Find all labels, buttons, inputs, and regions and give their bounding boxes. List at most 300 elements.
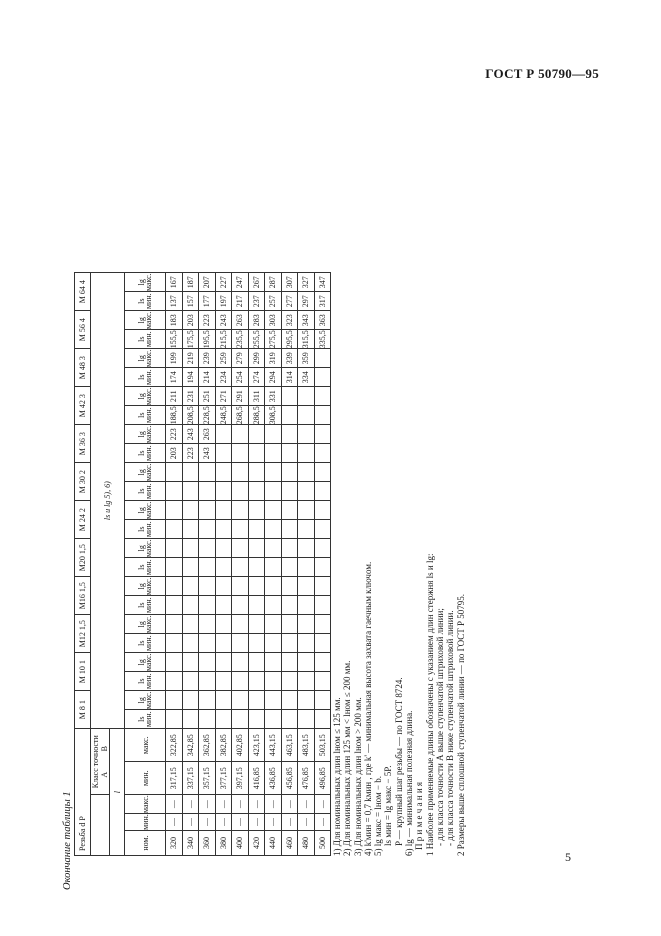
cell-value <box>265 653 282 672</box>
cell-value <box>248 501 265 520</box>
cell-value: 317 <box>314 292 331 311</box>
cell-value <box>182 634 199 653</box>
note-line: 5) lg макс = lном − b. <box>373 775 384 856</box>
cell-value: 299 <box>248 349 265 368</box>
cell-value: 215,5 <box>215 330 232 349</box>
cell-value <box>199 691 216 710</box>
cell-l-max: — <box>215 795 232 814</box>
cell-value: 334 <box>298 368 315 387</box>
size-9: M 48 3 <box>75 349 91 387</box>
cell-l-max: — <box>281 795 298 814</box>
cell-l-min: — <box>281 814 298 831</box>
sub-max: lg макс. <box>125 463 166 482</box>
cell-value <box>232 463 249 482</box>
cell-value: 227 <box>215 273 232 292</box>
table-row <box>298 273 315 856</box>
cell-value <box>232 691 249 710</box>
cell-value <box>281 425 298 444</box>
cell-value: 223 <box>199 311 216 330</box>
sub-max: lg макс. <box>125 311 166 330</box>
cell-value <box>215 520 232 539</box>
cell-value <box>298 501 315 520</box>
cell-value <box>265 425 282 444</box>
cell-value <box>232 596 249 615</box>
cell-mx: 382,85 <box>215 729 232 762</box>
cell-value <box>248 520 265 539</box>
cell-value <box>281 615 298 634</box>
rotated-table-block <box>62 90 622 890</box>
cell-mx: 322,85 <box>166 729 183 762</box>
cell-value <box>281 672 298 691</box>
cell-value <box>265 558 282 577</box>
sub-min: ls мин. <box>125 558 166 577</box>
cell-value: 228,5 <box>199 406 216 425</box>
cell-value: 274 <box>248 368 265 387</box>
cell-value <box>298 691 315 710</box>
cell-l-min: — <box>199 814 216 831</box>
cell-value <box>199 596 216 615</box>
cell-l-min: — <box>248 814 265 831</box>
cell-value <box>182 615 199 634</box>
cell-nom: 380 <box>215 831 232 856</box>
page-number: 5 <box>565 850 571 864</box>
cell-value <box>265 501 282 520</box>
note-line: 1) Для номинальных длин lном ≤ 125 мм. <box>332 697 342 856</box>
cell-value <box>314 577 331 596</box>
l-label: l <box>110 729 125 856</box>
cell-value <box>265 577 282 596</box>
sub-max: lg макс. <box>125 425 166 444</box>
col-class-min: мин. <box>125 762 166 795</box>
cell-value <box>215 577 232 596</box>
cell-value: 347 <box>314 273 331 292</box>
cell-value <box>232 444 249 463</box>
col-max: макс. <box>125 795 166 814</box>
cell-l-max: — <box>166 795 183 814</box>
cell-value: 203 <box>182 311 199 330</box>
cell-value: 243 <box>215 311 232 330</box>
cell-value <box>314 501 331 520</box>
table-row <box>248 273 265 856</box>
note-line: - для класса точности В ниже ступенчатой штриховой линии. <box>445 610 456 846</box>
cell-value <box>265 539 282 558</box>
cell-mn: 436,85 <box>265 762 282 795</box>
cell-value: 167 <box>166 273 183 292</box>
cell-value <box>232 539 249 558</box>
cell-value <box>281 501 298 520</box>
cell-value <box>248 539 265 558</box>
size-6: M 30 2 <box>75 463 91 501</box>
cell-value: 331 <box>265 387 282 406</box>
cell-value: 175,5 <box>182 330 199 349</box>
sub-min: ls мин. <box>125 330 166 349</box>
cell-value <box>298 520 315 539</box>
cell-mx: 483,15 <box>298 729 315 762</box>
cell-value: 214 <box>199 368 216 387</box>
cell-value <box>298 634 315 653</box>
cell-value: 188,5 <box>166 406 183 425</box>
cell-value <box>182 710 199 729</box>
cell-value <box>314 691 331 710</box>
cell-value <box>298 558 315 577</box>
cell-value <box>298 406 315 425</box>
cell-value <box>215 615 232 634</box>
cell-value <box>182 482 199 501</box>
cell-value: 234 <box>215 368 232 387</box>
sub-max: lg макс. <box>125 615 166 634</box>
cell-value <box>215 539 232 558</box>
cell-value: 363 <box>314 311 331 330</box>
cell-value: 307 <box>281 273 298 292</box>
cell-value: 343 <box>298 311 315 330</box>
cell-value: 239 <box>199 349 216 368</box>
cell-value <box>314 425 331 444</box>
cell-l-max: — <box>298 795 315 814</box>
cell-value: 183 <box>166 311 183 330</box>
cell-value <box>281 539 298 558</box>
cell-value: 194 <box>182 368 199 387</box>
cell-value: 195,5 <box>199 330 216 349</box>
cell-value: 219 <box>182 349 199 368</box>
cell-l-min: — <box>215 814 232 831</box>
cell-value <box>281 634 298 653</box>
cell-mn: 476,85 <box>298 762 315 795</box>
sub-max: lg макс. <box>125 577 166 596</box>
cell-value: 283 <box>248 311 265 330</box>
cell-value: 254 <box>232 368 249 387</box>
cell-value: 243 <box>199 444 216 463</box>
cell-l-min: — <box>265 814 282 831</box>
cell-value <box>166 463 183 482</box>
cell-value <box>232 558 249 577</box>
cell-value <box>248 577 265 596</box>
cell-value <box>281 596 298 615</box>
cell-value <box>182 577 199 596</box>
cell-value <box>199 672 216 691</box>
cell-value <box>166 520 183 539</box>
table-caption: Окончание таблицы 1 <box>62 791 73 890</box>
cell-value <box>248 425 265 444</box>
cell-value: 315,5 <box>298 330 315 349</box>
cell-value <box>182 539 199 558</box>
cell-mn: 496,85 <box>314 762 331 795</box>
cell-value <box>199 653 216 672</box>
cell-value: 155,5 <box>166 330 183 349</box>
cell-value <box>314 672 331 691</box>
note-line: 2) Для номинальных длин 125 мм < lном ≤ 200 мм. <box>342 660 353 856</box>
table-row <box>166 273 183 856</box>
cell-value <box>199 558 216 577</box>
footnotes <box>332 156 466 856</box>
cell-mx: 463,15 <box>281 729 298 762</box>
cell-nom: 320 <box>166 831 183 856</box>
cell-mx: 402,85 <box>232 729 249 762</box>
cell-value: 243 <box>182 425 199 444</box>
cell-value <box>248 634 265 653</box>
cell-value <box>298 425 315 444</box>
cell-value <box>199 482 216 501</box>
size-0: M 8 1 <box>75 691 91 729</box>
cell-value <box>281 387 298 406</box>
cell-value: 203 <box>166 444 183 463</box>
cell-value <box>314 539 331 558</box>
cell-value <box>182 558 199 577</box>
cell-value <box>281 520 298 539</box>
cell-value <box>199 520 216 539</box>
cell-value <box>248 691 265 710</box>
cell-value: 275,5 <box>265 330 282 349</box>
cell-mx: 423,15 <box>248 729 265 762</box>
cell-value <box>248 463 265 482</box>
cell-mn: 397,15 <box>232 762 249 795</box>
cell-value: 297 <box>298 292 315 311</box>
note-line: 4) k'мин = 0,7 kмин , где k' — минимальная высота захвата гаечным ключом. <box>362 561 373 856</box>
cell-value <box>232 501 249 520</box>
size-2: M12 1,5 <box>75 615 91 653</box>
cell-value <box>248 558 265 577</box>
cell-value <box>281 710 298 729</box>
cell-value: 311 <box>248 387 265 406</box>
cell-value: 157 <box>182 292 199 311</box>
cell-value <box>265 691 282 710</box>
cell-value <box>182 501 199 520</box>
cell-nom: 480 <box>298 831 315 856</box>
cell-value <box>281 463 298 482</box>
cell-value: 327 <box>298 273 315 292</box>
cell-l-max: — <box>232 795 249 814</box>
cell-value: 308,5 <box>265 406 282 425</box>
cell-value <box>298 482 315 501</box>
cell-value <box>265 615 282 634</box>
cell-l-max: — <box>265 795 282 814</box>
cell-l-min: — <box>166 814 183 831</box>
cell-value: 323 <box>281 311 298 330</box>
col-nom: ном. <box>125 831 166 856</box>
cell-value <box>232 520 249 539</box>
cell-value <box>298 444 315 463</box>
cell-value: 251 <box>199 387 216 406</box>
cell-value <box>281 444 298 463</box>
cell-value: 314 <box>281 368 298 387</box>
cell-l-max: — <box>248 795 265 814</box>
cell-value <box>265 463 282 482</box>
sub-min: ls мин. <box>125 406 166 425</box>
cell-value <box>314 406 331 425</box>
cell-value: 235,5 <box>232 330 249 349</box>
cell-value: 255,5 <box>248 330 265 349</box>
cell-mx: 362,85 <box>199 729 216 762</box>
sub-min: ls мин. <box>125 596 166 615</box>
cell-value <box>314 653 331 672</box>
cell-value: 294 <box>265 368 282 387</box>
cell-mn: 357,15 <box>199 762 216 795</box>
cell-value: 263 <box>232 311 249 330</box>
cell-l-min: — <box>232 814 249 831</box>
cell-value: 174 <box>166 368 183 387</box>
cell-value <box>232 615 249 634</box>
cell-value: 303 <box>265 311 282 330</box>
sub-min: ls мин. <box>125 444 166 463</box>
cell-value <box>314 463 331 482</box>
cell-value <box>314 634 331 653</box>
cell-value <box>215 425 232 444</box>
cell-value <box>166 615 183 634</box>
cell-value: 319 <box>265 349 282 368</box>
cell-value <box>265 596 282 615</box>
size-1: M 10 1 <box>75 653 91 691</box>
sub-max: lg макс. <box>125 349 166 368</box>
cell-l-min: — <box>182 814 199 831</box>
cell-mx: 443,15 <box>265 729 282 762</box>
cell-value: 208,5 <box>182 406 199 425</box>
cell-value: 288,5 <box>248 406 265 425</box>
col-min: мин. <box>125 814 166 831</box>
cell-value: 248,5 <box>215 406 232 425</box>
cell-value: 339 <box>281 349 298 368</box>
ls-lg-label: ls и lg 5), 6) <box>91 273 125 729</box>
cell-value <box>248 710 265 729</box>
sub-max: lg макс. <box>125 387 166 406</box>
notes-heading: П р и м е ч а н и я <box>414 781 425 850</box>
table-body <box>166 273 331 856</box>
table-row <box>232 273 249 856</box>
cell-nom: 340 <box>182 831 199 856</box>
cell-value <box>314 349 331 368</box>
cell-value <box>215 558 232 577</box>
note-line: ls мин = lg макс − 5P. <box>383 765 394 846</box>
cell-nom: 500 <box>314 831 331 856</box>
cell-value: 268,5 <box>232 406 249 425</box>
cell-value: 217 <box>232 292 249 311</box>
cell-value: 359 <box>298 349 315 368</box>
cell-value <box>166 596 183 615</box>
cell-value <box>298 615 315 634</box>
size-5: M 24 2 <box>75 501 91 539</box>
cell-mn: 416,85 <box>248 762 265 795</box>
sub-min: ls мин. <box>125 710 166 729</box>
cell-value <box>298 463 315 482</box>
cell-value: 259 <box>215 349 232 368</box>
note-line: 1 Наиболее применяемые длины обозначены с указанием длин стержня ls и lg: <box>424 553 435 856</box>
cell-value <box>166 672 183 691</box>
cell-value: 177 <box>199 292 216 311</box>
cell-value <box>248 596 265 615</box>
cell-value <box>265 444 282 463</box>
cell-value <box>182 653 199 672</box>
cell-value <box>314 482 331 501</box>
sub-min: ls мин. <box>125 368 166 387</box>
cell-value <box>314 368 331 387</box>
thread-label: Резьба d P <box>75 729 91 856</box>
cell-value <box>232 672 249 691</box>
cell-value <box>182 520 199 539</box>
cell-value <box>281 558 298 577</box>
cell-value <box>281 577 298 596</box>
size-11: M 64 4 <box>75 273 91 311</box>
cell-value <box>265 710 282 729</box>
cell-value <box>166 558 183 577</box>
cell-value <box>281 406 298 425</box>
cell-value <box>215 596 232 615</box>
cell-value <box>298 672 315 691</box>
cell-mn: 317,15 <box>166 762 183 795</box>
table-row <box>281 273 298 856</box>
cell-value: 257 <box>265 292 282 311</box>
cell-value: 231 <box>182 387 199 406</box>
table-row <box>199 273 216 856</box>
table-row <box>314 273 331 856</box>
cell-value <box>199 577 216 596</box>
cell-value: 291 <box>232 387 249 406</box>
cell-value <box>199 501 216 520</box>
cell-l-min: — <box>314 814 331 831</box>
cell-value <box>166 710 183 729</box>
sub-min: ls мин. <box>125 520 166 539</box>
cell-value <box>215 463 232 482</box>
sub-max: lg макс. <box>125 501 166 520</box>
cell-value <box>281 691 298 710</box>
cell-value <box>232 425 249 444</box>
cell-value <box>314 615 331 634</box>
cell-value <box>265 520 282 539</box>
sub-min: ls мин. <box>125 634 166 653</box>
col-class-max: макс. <box>125 729 166 762</box>
cell-value: 335,5 <box>314 330 331 349</box>
sub-max: lg макс. <box>125 653 166 672</box>
cell-value: 295,5 <box>281 330 298 349</box>
cell-value: 223 <box>166 425 183 444</box>
cell-mn: 456,85 <box>281 762 298 795</box>
cell-value: 247 <box>232 273 249 292</box>
cell-value: 271 <box>215 387 232 406</box>
cell-value <box>166 539 183 558</box>
cell-value: 223 <box>182 444 199 463</box>
cell-l-min: — <box>298 814 315 831</box>
cell-nom: 440 <box>265 831 282 856</box>
cell-l-max: — <box>199 795 216 814</box>
cell-value <box>166 501 183 520</box>
sub-max: lg макс. <box>125 539 166 558</box>
cell-value <box>215 482 232 501</box>
cell-value <box>215 653 232 672</box>
cell-value <box>199 634 216 653</box>
cell-value <box>215 634 232 653</box>
cell-value <box>298 710 315 729</box>
note-line: - для класса точности А выше ступенчатой штриховой линии; <box>434 608 445 846</box>
cell-value: 207 <box>199 273 216 292</box>
table-row <box>265 273 282 856</box>
cell-value <box>265 482 282 501</box>
cell-value <box>166 482 183 501</box>
size-4: M20 1,5 <box>75 539 91 577</box>
cell-value <box>314 558 331 577</box>
cell-value <box>166 653 183 672</box>
cell-l-max: — <box>314 795 331 814</box>
cell-value <box>281 653 298 672</box>
table-row <box>182 273 199 856</box>
cell-l-max: — <box>182 795 199 814</box>
cell-value <box>314 387 331 406</box>
cell-value: 279 <box>232 349 249 368</box>
cell-mn: 377,15 <box>215 762 232 795</box>
cell-mx: 503,15 <box>314 729 331 762</box>
cell-value <box>232 710 249 729</box>
cell-value <box>232 653 249 672</box>
cell-value <box>314 444 331 463</box>
document-number: ГОСТ Р 50790—95 <box>485 66 599 81</box>
cell-value <box>232 634 249 653</box>
cell-value <box>314 596 331 615</box>
